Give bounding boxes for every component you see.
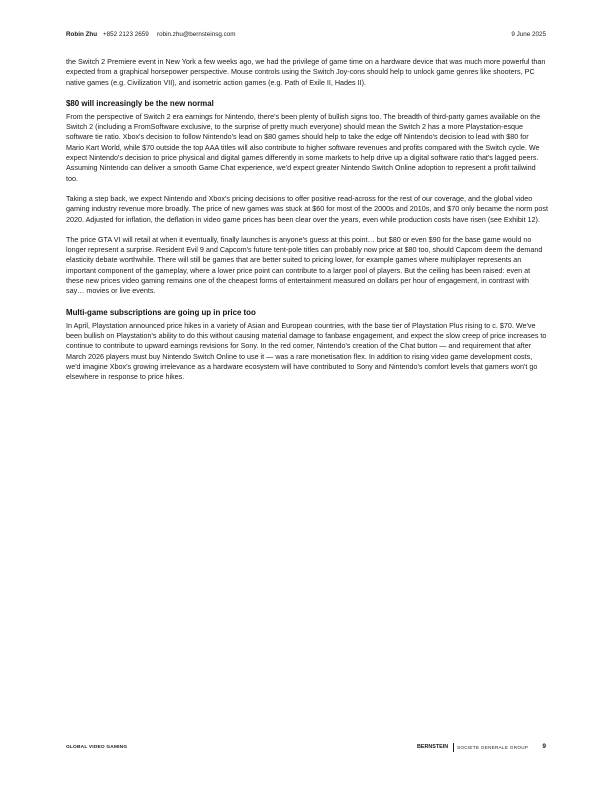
page-header: [66, 31, 546, 43]
bernstein-logo: BERNSTEIN: [417, 744, 449, 750]
paragraph-subscriptions: In April, Playstation announced price hikes in a variety of Asian and European countries, with the base tier of Playstation Plus rising to c. $70. We've been bullish on Playstation's ability to do this without causing material damage to fanbase engagement, and expect the slow creep of price increases to continue to contribute to upward earnings revisions for Sony. In the red corner, Nintendo's creation of the Chat button — and requirement that after March 2026 players must buy Nintendo Switch Online to use it — was a rare monetisation flex. In addition to rising video game development costs, we'd imagine Xbox's growing irrelevance as a hardware ecosystem will have contributed to Sony and Nintendo's comfort levels that gamers won't go elsewhere in response to price hikes.: [66, 320, 547, 382]
section-heading-pricing: $80 will increasingly be the new normal: [66, 98, 214, 108]
author-name: Robin Zhu: [66, 31, 98, 38]
report-date: 9 June 2025: [511, 31, 546, 38]
author-phone: +852 2123 2659: [103, 31, 149, 38]
section-heading-subscriptions: Multi-game subscriptions are going up in price too: [66, 307, 256, 317]
footer-divider: [453, 743, 454, 752]
page-number: 9: [542, 743, 546, 750]
footer-section-label: GLOBAL VIDEO GAMING: [66, 745, 128, 750]
report-body: [66, 57, 548, 392]
intro-paragraph: the Switch 2 Premiere event in New York a few weeks ago, we had the privilege of game time on a hardware device that was much more powerful than expected from a graphical horsepower perspective. Mouse controls using the Switch Joy-cons should help to unlock game genres like shooters, PC native games (e.g. Civilization VII), and isometric action games (e.g. Path of Exile II, Hades II).: [66, 57, 546, 87]
societe-generale-label: SOCIETE GENERALE GROUP: [457, 745, 529, 750]
page-footer: [66, 743, 546, 755]
paragraph-switch2-earnings: From the perspective of Switch 2 era earnings for Nintendo, there's been plenty of bullish signs too. The breadth of third-party games available on the Switch 2 (including a FromSoftware exclusive, to the surprise of pretty much everyone) should mean the Switch 2 has a more Playstation-esque software tie ratio. Xbox's decision to follow Nintendo's lead on $80 games should help to take the edge off Nintendo's decision to lead with $80 for Mario Kart World, while $70 outside the top AAA titles will also contribute to higher software revenues and profits compared with the Switch cycle. We expect Nintendo's decision to price physical and digital games differently in some markets to help drive up a digital software ratio that's lagged peers. Assuming Nintendo can deliver a smooth Game Chat experience, we'd expect greater Nintendo Switch Online adoption to represent a profit tailwind too.: [66, 111, 541, 183]
paragraph-read-across: Taking a step back, we expect Nintendo and Xbox's pricing decisions to offer positive read-across for the rest of our coverage, and the global video gaming industry revenue more broadly. The price of new games was stuck at $60 for most of the 2000s and 2010s, and $70 only became the norm post 2020. Adjusted for inflation, the deflation in video game prices has been clear over the years, even while production costs have risen (see Exhibit 12).: [66, 193, 548, 224]
paragraph-gta-vi-pricing: The price GTA VI will retail at when it eventually, finally launches is anyone's guess at this point… but $80 or even $90 for the base game would no longer represent a surprise. Resident Evil 9 and Capcom's future tent-pole titles can probably now price at $80 too, should Capcom deem the demand elasticity debate worthwhile. There will still be games that are better suited to pricing lower, for example games where multiplayer represents an important component of the gameplay, where a lower price point can contribute to a larger pool of players. But the ceiling has been raised: even at these new prices video gaming remains one of the cheapest forms of entertainment measured on dollars per hour of engagement, in contrast with say… movies or live events.: [66, 234, 543, 296]
author-email[interactable]: robin.zhu@bernsteinsg.com: [157, 31, 236, 38]
